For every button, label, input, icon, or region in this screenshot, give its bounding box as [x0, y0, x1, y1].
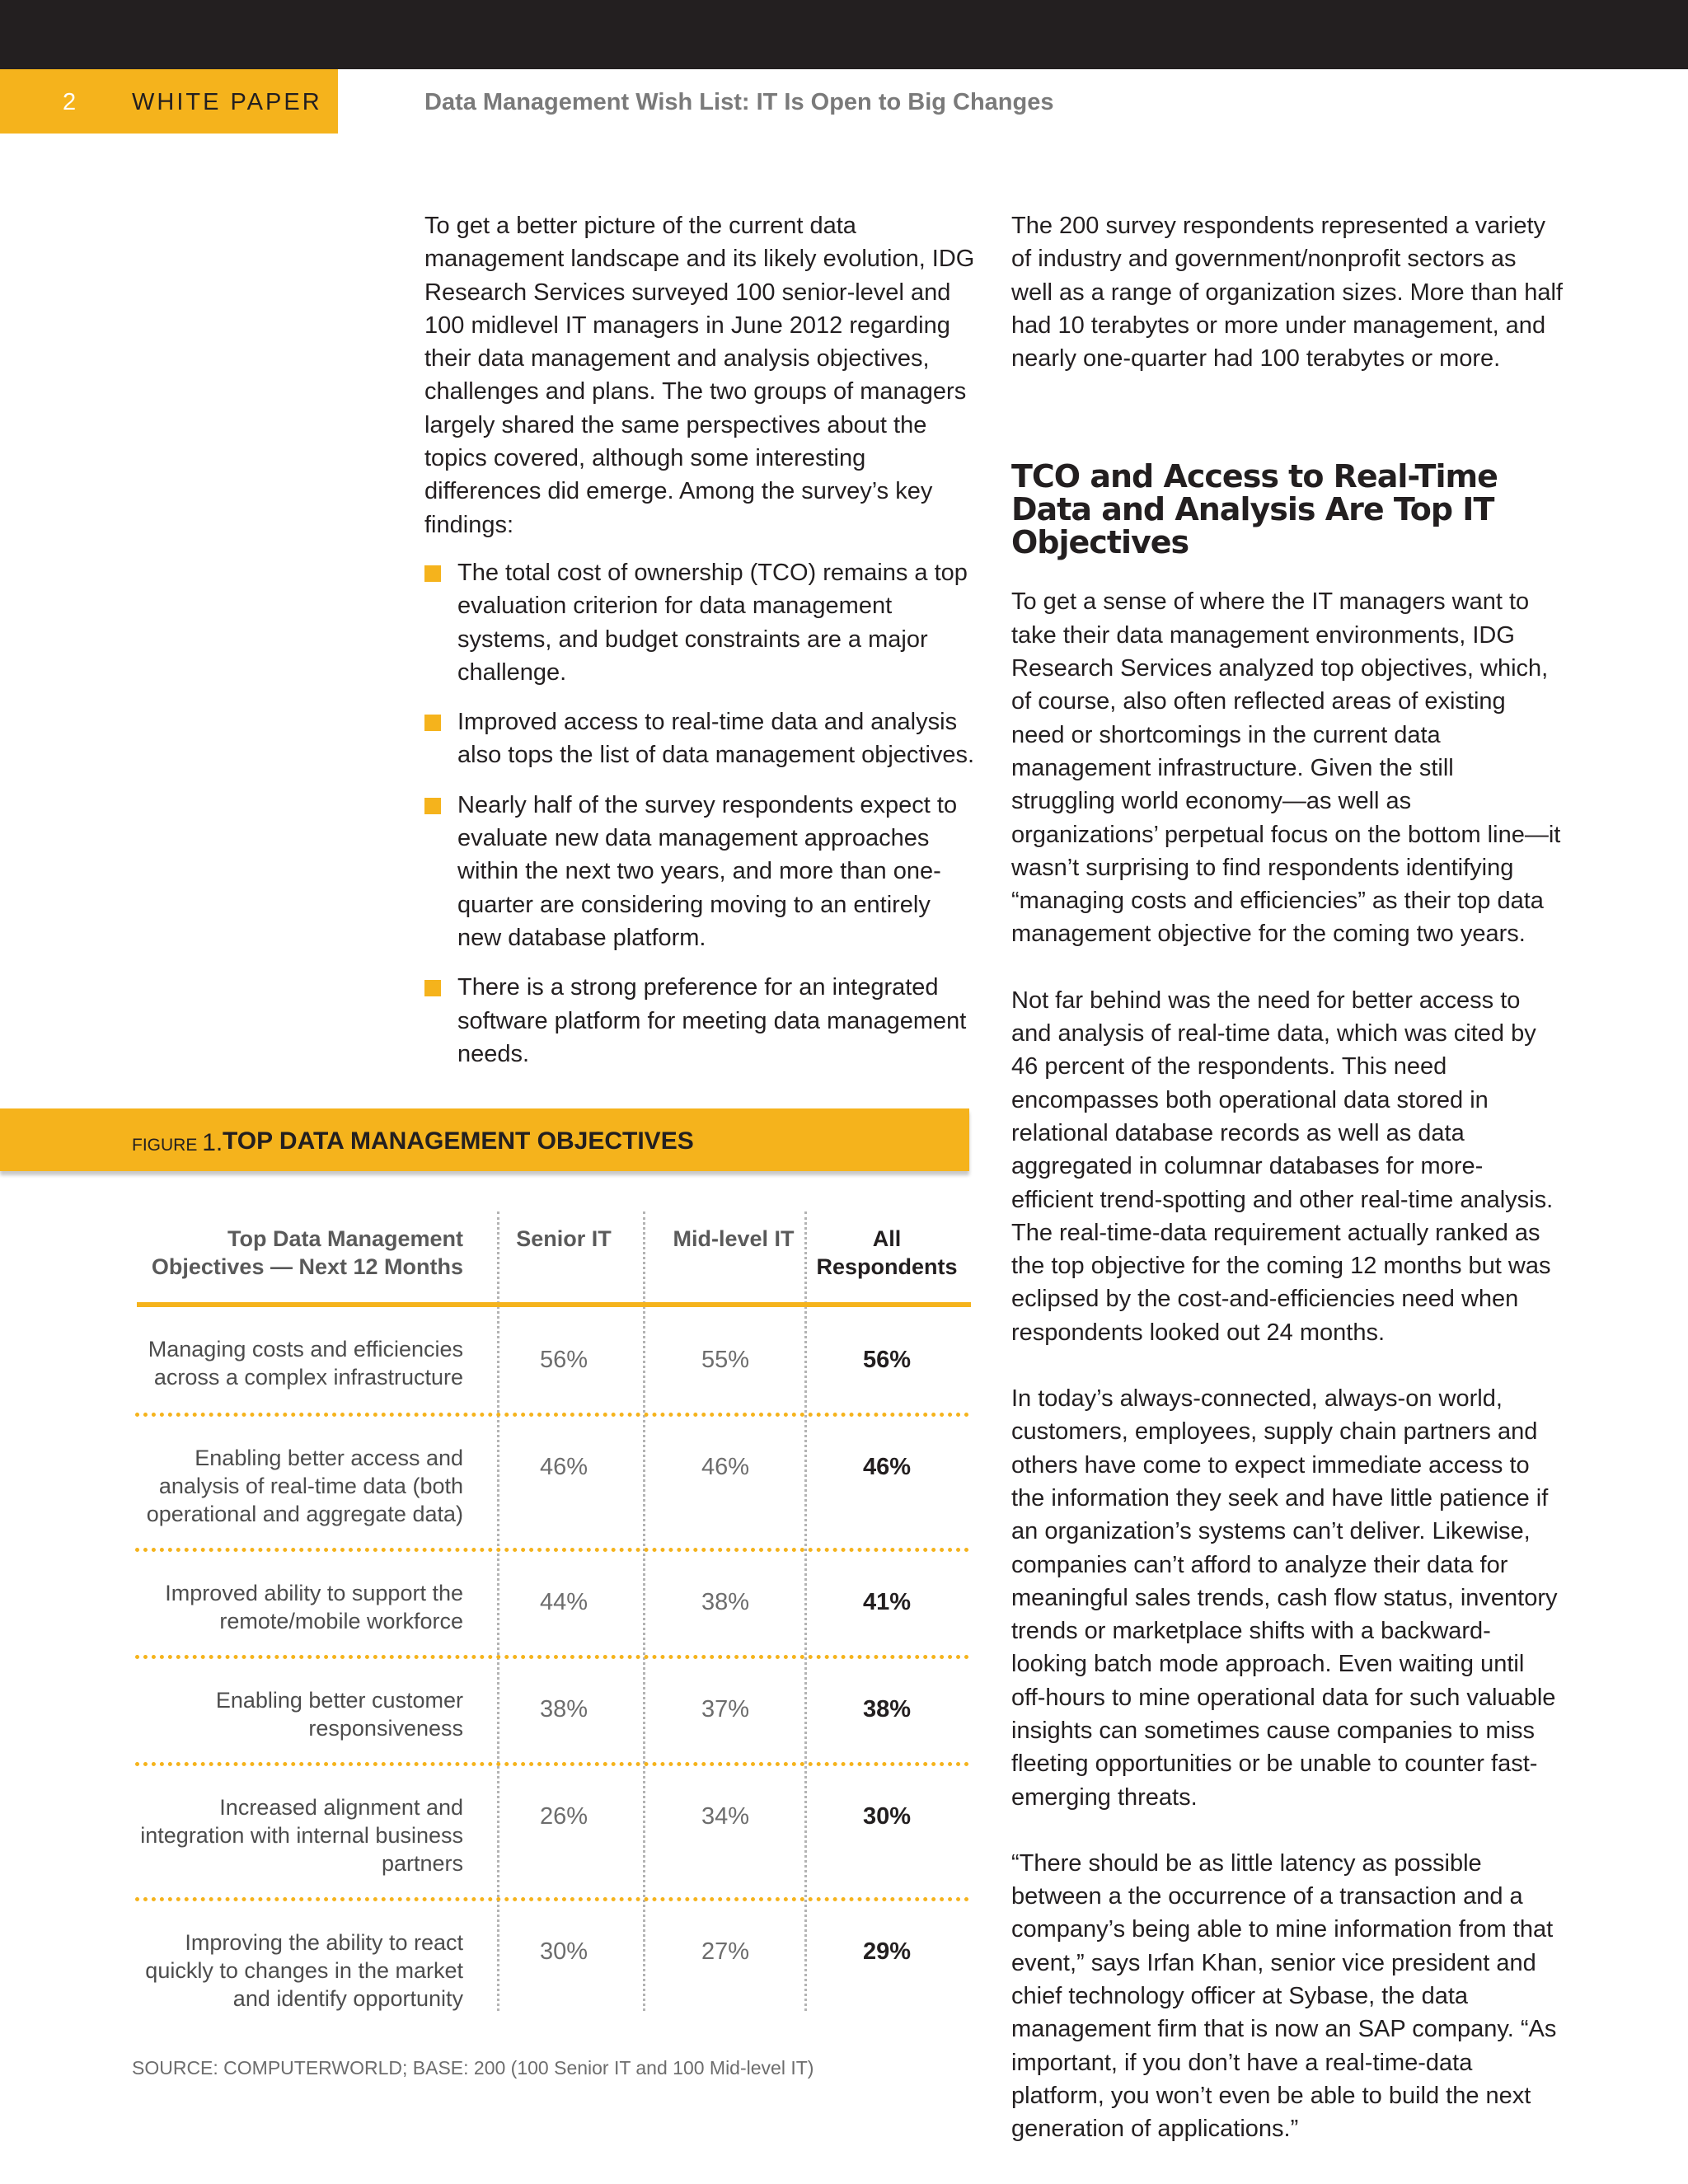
list-item: [424, 789, 977, 954]
mid-value: 27%: [701, 1938, 750, 1965]
row-separator: [135, 1762, 969, 1766]
mid-value: 34%: [701, 1803, 750, 1830]
all-value: 46%: [862, 1454, 912, 1480]
all-value: 38%: [862, 1696, 912, 1722]
row-label: Managing costs and efficiencies across a complex infrastructure: [148, 1337, 463, 1390]
row-label: Enabling better access and analysis of real-time data (both operational and aggregate data): [146, 1446, 463, 1526]
bullet-text: The total cost of ownership (TCO) remains a top evaluation criterion for data management systems, and budget constraints are a major challenge.: [457, 559, 968, 686]
all-value: 30%: [862, 1803, 912, 1830]
all-value: 29%: [862, 1938, 912, 1965]
paragraph: Not far behind was the need for better access to and analysis of real-time data, which was cited by 46 percent of the respondents. This need encompasses both operational data stored in relational database records as well as data aggregated in columnar databases for more-efficient trend-spotting and other real-time analysis. The real-time-data requirement actually ranked as the top objective for the coming 12 months but was eclipsed by the cost-and-efficiencies need when respondents looked out 24 months.: [1011, 987, 1554, 1346]
paragraph: To get a sense of where the IT managers want to take their data management environments, IDG Research Services analyzed top objectives, which, of course, also often reflected areas of existing need or shortcomings in the current data management infrastructure. Given the still struggling world economy—as well as organizations’ perpetual focus on the bottom line—it wasn’t surprising to find respondents identifying “managing costs and efficiencies” as their top data management objective for the coming two years.: [1011, 588, 1561, 948]
mid-value: 38%: [701, 1589, 750, 1615]
senior-value: 56%: [539, 1347, 588, 1373]
intro-paragraph: To get a better picture of the current data management landscape and its likely evolution, IDG Research Services surveyed 100 senior-level and 100 midlevel IT managers in June 2012 regarding their data management and analysis objectives, challenges and plans. The two groups of managers largely shared the same perspectives about the topics covered, although some interesting differences did emerge. Among the survey’s key findings:: [424, 213, 975, 538]
left-column: [424, 209, 977, 1087]
bullet-square-icon: [424, 980, 441, 996]
list-item: [424, 556, 977, 689]
senior-value: 46%: [539, 1454, 588, 1480]
row-separator: [135, 1413, 969, 1417]
section-heading: TCO and Access to Real-Time Data and Analysis Are Top IT Objectives: [1011, 458, 1498, 561]
row-separator: [135, 1655, 969, 1659]
row-separator: [135, 1897, 969, 1901]
page-number: 2: [63, 89, 77, 115]
senior-value: 38%: [539, 1696, 588, 1722]
paragraph: The 200 survey respondents represented a variety of industry and government/nonprofit sectors as well as a range of organization sizes. More than half had 10 terabytes or more under management, and nearly one-quarter had 100 terabytes or more.: [1011, 213, 1563, 373]
row-separator: [135, 1548, 969, 1552]
doc-type-label: WHITE PAPER: [132, 89, 322, 115]
figure-label-word: FIGURE: [132, 1136, 198, 1155]
bullet-square-icon: [424, 565, 441, 582]
mid-value: 55%: [701, 1347, 750, 1373]
all-value: 41%: [862, 1589, 912, 1615]
list-item: [424, 705, 977, 772]
senior-value: 26%: [539, 1803, 588, 1830]
row-label: Improved ability to support the remote/mobile workforce: [165, 1581, 463, 1633]
figure-source: SOURCE: COMPUTERWORLD; BASE: 200 (100 Senior IT and 100 Mid-level IT): [132, 2057, 814, 2079]
bullet-text: There is a strong preference for an integrated software platform for meeting data management needs.: [457, 974, 967, 1067]
figure-label: [132, 1129, 223, 1157]
quote-paragraph: “There should be as little latency as possible between a the occurrence of a transaction and a company’s being able to mine information from that event,” says Irfan Khan, senior vice president and chief technology officer at Sybase, the data management firm that is now an SAP company. “As important, if you don’t have a real-time-data platform, you won’t even be able to build the next generation of applications.”: [1011, 1849, 1557, 2143]
bullet-text: Nearly half of the survey respondents expect to evaluate new data management approaches within the next two years, and more than one-quarter are considering moving to an entirely new database platform.: [457, 791, 958, 951]
column-divider: [643, 1212, 645, 2011]
senior-value: 30%: [539, 1938, 588, 1965]
column-header-all: All Respondents: [816, 1226, 958, 1279]
bullet-text: Improved access to real-time data and analysis also tops the list of data management objectives.: [457, 709, 975, 769]
mid-value: 37%: [701, 1696, 750, 1722]
key-findings-list: [424, 556, 977, 1071]
mid-value: 46%: [701, 1454, 750, 1480]
header-rule: [137, 1302, 971, 1307]
running-title: Data Management Wish List: IT Is Open to Big Changes: [424, 89, 1054, 115]
column-header-objective: Top Data Management Objectives — Next 12 Months: [151, 1226, 463, 1279]
top-bar: [0, 0, 1688, 69]
column-header-mid: Mid-level IT: [673, 1226, 795, 1251]
row-label: Increased alignment and integration with internal business partners: [140, 1795, 463, 1876]
figure-title: TOP DATA MANAGEMENT OBJECTIVES: [223, 1127, 694, 1155]
row-label: Enabling better customer responsiveness: [215, 1688, 463, 1741]
senior-value: 44%: [539, 1589, 588, 1615]
right-column: [1011, 209, 1564, 2146]
bullet-square-icon: [424, 715, 441, 731]
column-divider: [804, 1212, 807, 2011]
paragraph: In today’s always-connected, always-on world, customers, employees, supply chain partners and others have come to expect immediate access to the information they seek and have little patience if an organization’s systems can’t deliver. Likewise, companies can’t afford to analyze their data for meaningful sales trends, cash flow status, inventory trends or marketplace shifts with a backward-looking batch mode approach. Even waiting until off-hours to mine operational data for such valuable insights can sometimes cause companies to miss fleeting opportunities or be unable to counter fast-emerging threats.: [1011, 1385, 1558, 1811]
row-label: Improving the ability to react quickly to changes in the market and identify opportunity: [145, 1930, 463, 2011]
list-item: [424, 971, 977, 1071]
figure-number: 1.: [202, 1129, 223, 1156]
column-header-senior: Senior IT: [516, 1226, 612, 1251]
bullet-square-icon: [424, 798, 441, 814]
all-value: 56%: [862, 1347, 912, 1373]
